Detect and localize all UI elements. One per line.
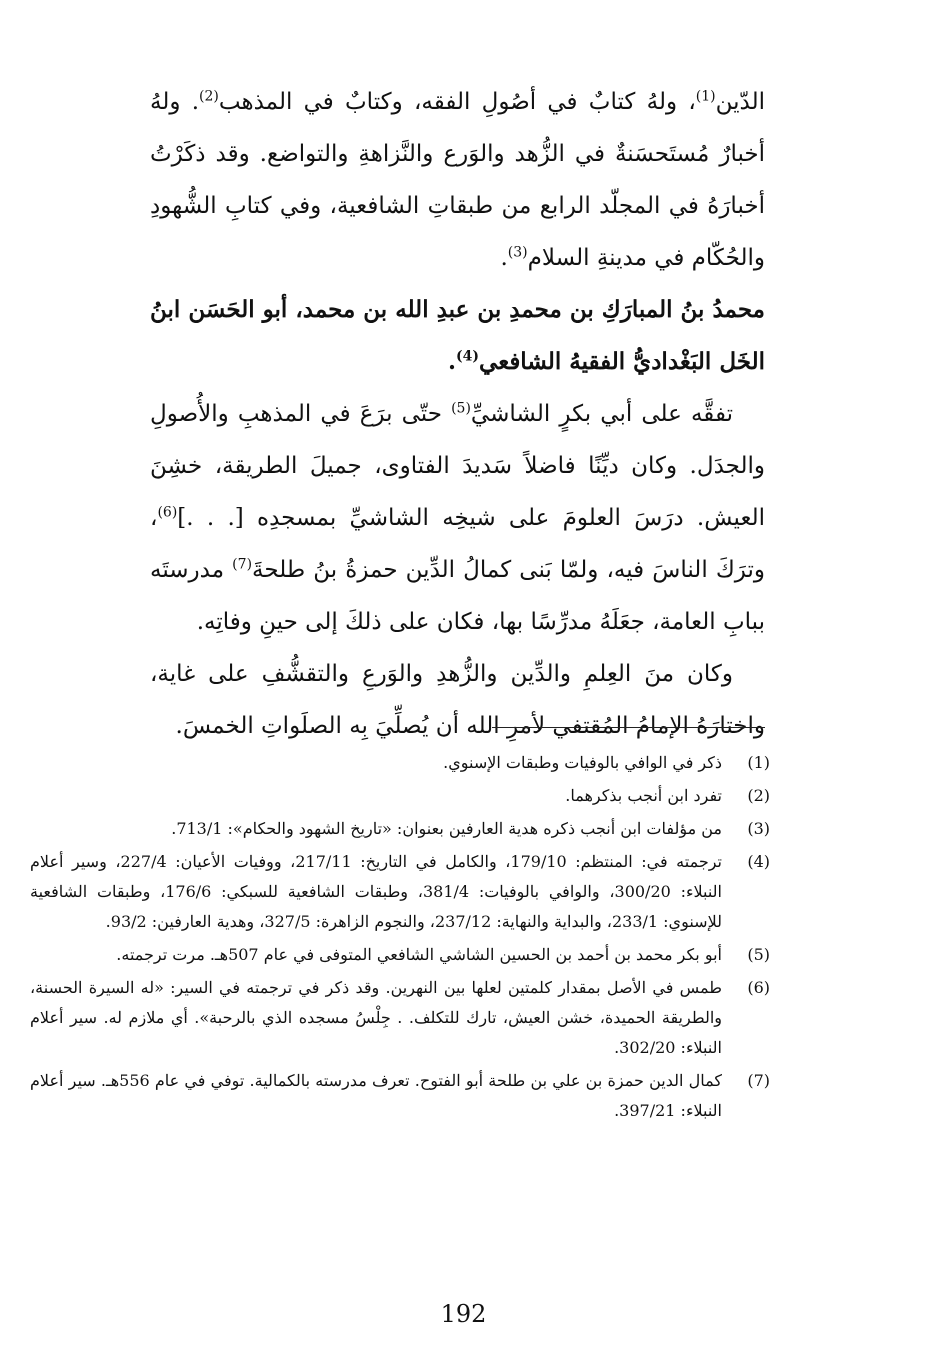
paragraph-2: تفقَّه على أبي بكرٍ الشاشيِّ$^{(5)}$ حتّى برَعَ في المذهبِ والأُصولِ والجدَل. وكان ديِّنًا فاضلاً سَديدَ الفتاوى، جميلَ الطريقة، خشِنَ العيش. درَسَ العلومَ على شيخِه الشاشيِّ بمسجدِه [. . .]$^{(6)}$، وترَكَ الناسَ فيه، ولمّا بَنى كمالُ الدِّين حمزةُ بنُ طلحةَ$^{(7)}$ مدرستَه ببابِ العامة، جعَلَهُ مدرِّسًا بها، فكان على ذلكَ إلى حينِ وفاتِه. <box>150 400 765 635</box>
footnote <box>30 940 770 970</box>
footnote-text: طمس في الأصل بمقدار كلمتين لعلها بين النهرين. وقد ذكر في ترجمته في السير: «له السيرة الحسنة، والطريقة الحميدة، خشن العيش، تارك للتكلف. . جِلْسُ مسجده الذي بالرحبة». أي ملازم له. سير أعلام النبلاء: 302/20. <box>30 978 722 1057</box>
footnote-text: تفرد ابن أنجب بذكرهما. <box>565 786 722 805</box>
footnote-separator <box>492 727 765 728</box>
footnote-text: من مؤلفات ابن أنجب ذكره هدية العارفين بعنوان: «تاريخ الشهود والحكام»: 713/1. <box>171 819 722 838</box>
footnote-number: (5) <box>747 945 770 964</box>
footnote-number: (1) <box>747 753 770 772</box>
main-text <box>150 76 765 752</box>
footnote-ref: (5) <box>451 400 471 417</box>
footnote <box>30 781 770 811</box>
paragraph-3: وكان منَ العِلمِ والدِّين والزُّهدِ والوَرعِ والتقشُّفِ على غاية، واختارَهُ الإمامُ المُقتفي لأمرِ الله أن يُصلِّيَ بِه الصلَواتِ الخمسَ. <box>150 661 765 739</box>
footnote-ref: (6) <box>157 504 178 521</box>
footnote-text: أبو بكر محمد بن أحمد بن الحسين الشاشي الشافعي المتوفى في عام 507هـ. مرت ترجمته. <box>116 945 722 964</box>
paragraph-1: الدّين$^{(1)}$، ولهُ كتابٌ في أصُولِ الفقه، وكتابٌ في المذهب$^{(2)}$. ولهُ أخبارٌ مُستَحسَنةٌ في الزُّهد والوَرع والنَّزاهةِ والتواضع. وقد ذكَرْتُ أخبارَهُ في المجلّد الرابع من طبقاتِ الشافعية، وفي كتابِ الشُّهودِ والحُكّام في مدينةِ السلام$^{(3)}$. <box>150 88 765 271</box>
footnotes <box>30 748 770 1129</box>
footnote-text: كمال الدين حمزة بن علي بن طلحة أبو الفتوح. تعرف مدرسته بالكمالية. توفي في عام 556هـ. سير أعلام النبلاء: 397/21. <box>30 1071 723 1120</box>
footnote-text: ذكر في الوافي بالوفيات وطبقات الإسنوي. <box>443 753 722 772</box>
footnote-text: ترجمته في: المنتظم: 179/10، والكامل في التاريخ: 217/11، ووفيات الأعيان: 227/4، وسير أعلام النبلاء: 300/20، والوافي بالوفيات: 381/4، وطبقات الشافعية للسبكي: 176/6، وطبقات الشافعية للإسنوي: 233/1، والبداية والنهاية: 237/12، والنجوم الزاهرة: 327/5، وهدية العارفين: 93/2. <box>30 852 723 931</box>
footnote-number: (2) <box>747 786 770 805</box>
footnote-ref: (1) <box>695 88 716 105</box>
footnote <box>30 814 770 844</box>
footnote <box>30 1066 770 1126</box>
footnote-number: (3) <box>747 819 770 838</box>
footnote <box>30 847 770 937</box>
footnote-ref: (7) <box>232 556 253 573</box>
footnote <box>30 973 770 1063</box>
footnote-ref: (4) <box>456 348 480 365</box>
footnote <box>30 748 770 778</box>
footnote-ref: (3) <box>507 244 528 261</box>
footnote-number: (4) <box>747 852 770 871</box>
footnote-ref: (2) <box>199 88 219 105</box>
biography-heading: محمدُ بنُ المبارَكِ بن محمدِ بن عبدِ الله بن محمد، أبو الحَسَن ابنُ الخَل البَغْداديُّ الفقيهُ الشافعي$^{(4)}$. <box>150 296 765 375</box>
footnote-number: (6) <box>747 978 770 997</box>
page-number: 192 <box>440 1300 487 1328</box>
footnote-number: (7) <box>747 1071 770 1090</box>
